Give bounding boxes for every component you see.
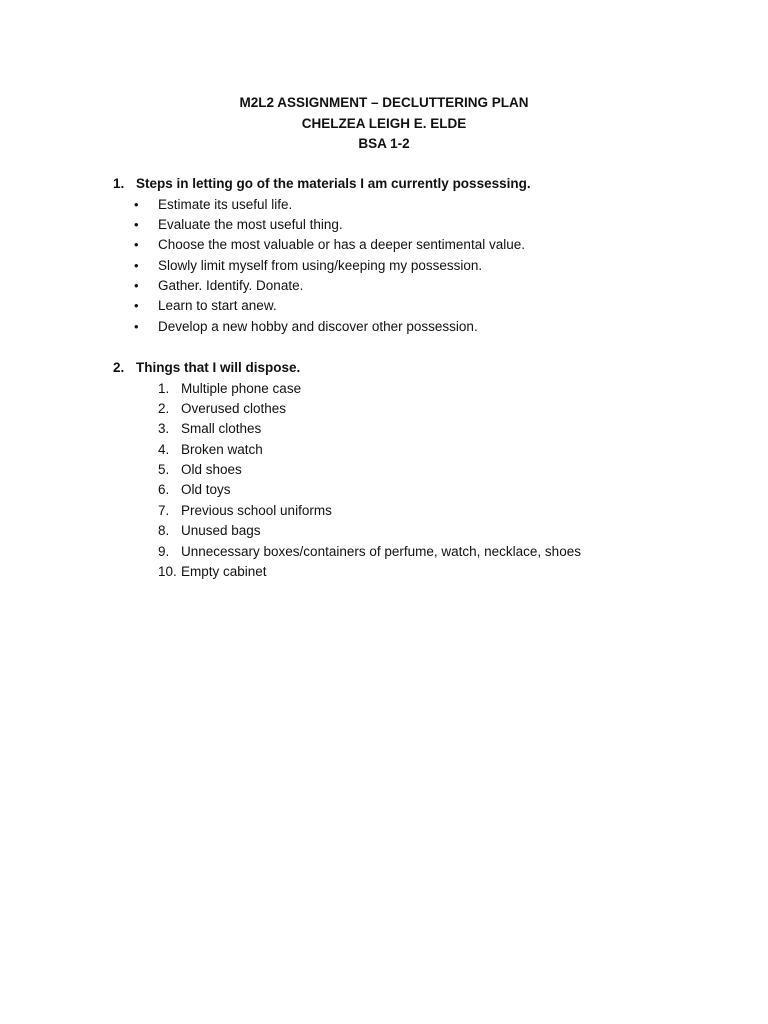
list-item-text: Overused clothes	[181, 400, 287, 416]
bullet-icon: •	[134, 298, 139, 314]
bullet-icon: •	[134, 278, 139, 294]
bullet-icon: •	[134, 257, 139, 273]
list-number: 10.	[158, 564, 177, 580]
dispose-list	[0, 379, 768, 583]
list-item	[0, 480, 768, 500]
section-title: Things that I will dispose.	[136, 360, 301, 375]
list-item-text: Slowly limit myself from using/keeping my possession.	[158, 257, 483, 273]
list-item	[0, 501, 768, 521]
list-item	[0, 256, 768, 276]
list-item	[0, 317, 768, 337]
bullet-icon: •	[134, 196, 139, 212]
list-item-text: Small clothes	[181, 421, 262, 437]
document-header	[0, 93, 768, 155]
steps-list	[0, 195, 768, 338]
list-number: 9.	[158, 543, 170, 559]
section-heading	[0, 174, 768, 195]
list-item-text: Estimate its useful life.	[158, 196, 293, 212]
section-heading	[0, 358, 768, 379]
list-item	[0, 276, 768, 296]
list-item	[0, 215, 768, 235]
section-dispose	[0, 358, 768, 582]
bullet-icon: •	[134, 216, 139, 232]
list-item-text: Empty cabinet	[181, 564, 267, 580]
section-number: 2.	[113, 360, 125, 375]
section-steps	[0, 174, 768, 337]
list-item	[0, 460, 768, 480]
list-item	[0, 419, 768, 439]
list-item-text: Develop a new hobby and discover other possession.	[158, 318, 478, 334]
class-section: BSA 1-2	[358, 136, 410, 151]
list-item	[0, 195, 768, 215]
list-item	[0, 296, 768, 316]
list-item-text: Gather. Identify. Donate.	[158, 278, 304, 294]
list-item-text: Evaluate the most useful thing.	[158, 216, 343, 232]
list-number: 1.	[158, 380, 170, 396]
list-number: 8.	[158, 523, 170, 539]
section-number: 1.	[113, 176, 125, 191]
list-item	[0, 521, 768, 541]
list-item-text: Broken watch	[181, 441, 263, 457]
list-item	[0, 379, 768, 399]
section-title: Steps in letting go of the materials I am currently possessing.	[136, 176, 531, 191]
bullet-icon: •	[134, 318, 139, 334]
list-item-text: Choose the most valuable or has a deeper sentimental value.	[158, 237, 525, 253]
list-item-text: Multiple phone case	[181, 380, 302, 396]
list-item	[0, 562, 768, 582]
list-item	[0, 399, 768, 419]
list-item-text: Unnecessary boxes/containers of perfume, watch, necklace, shoes	[181, 543, 581, 559]
list-number: 2.	[158, 400, 170, 416]
list-item-text: Learn to start anew.	[158, 298, 277, 314]
list-number: 5.	[158, 462, 170, 478]
list-item	[0, 440, 768, 460]
list-item-text: Previous school uniforms	[181, 502, 332, 518]
bullet-icon: •	[134, 237, 139, 253]
list-number: 6.	[158, 482, 170, 498]
student-name: CHELZEA LEIGH E. ELDE	[301, 115, 467, 131]
list-item-text: Unused bags	[181, 523, 261, 539]
list-item	[0, 542, 768, 562]
list-number: 4.	[158, 441, 170, 457]
list-number: 3.	[158, 421, 170, 437]
assignment-title: M2L2 ASSIGNMENT – DECLUTTERING PLAN	[239, 95, 529, 110]
list-item-text: Old toys	[181, 482, 231, 498]
list-item	[0, 235, 768, 255]
list-item-text: Old shoes	[181, 462, 242, 478]
list-number: 7.	[158, 502, 170, 518]
